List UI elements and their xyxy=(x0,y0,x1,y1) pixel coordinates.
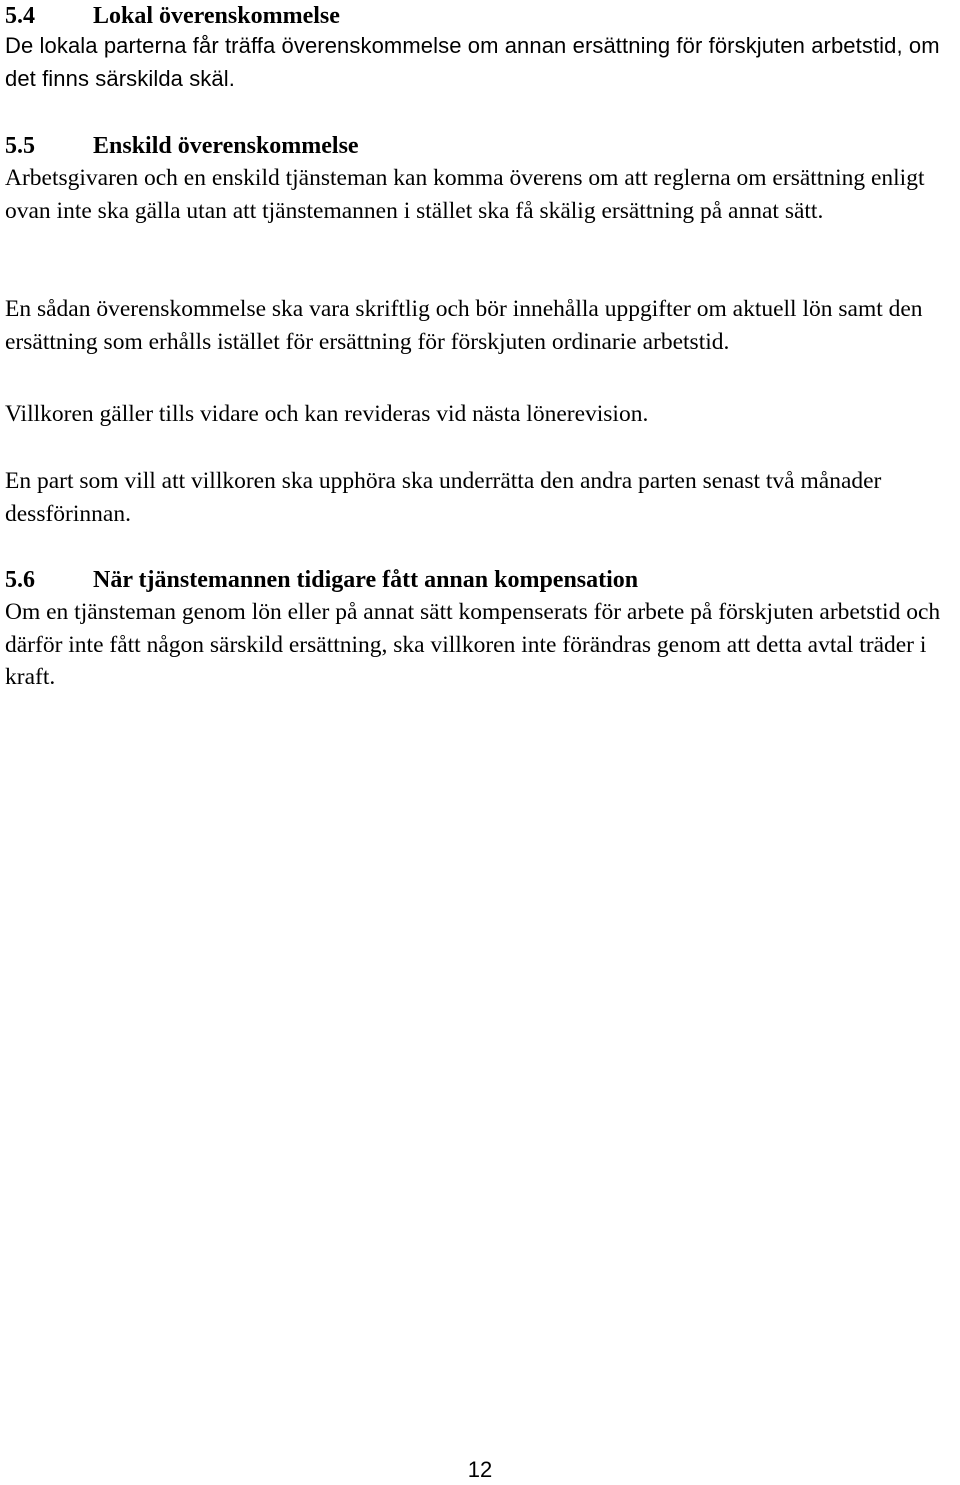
paragraph: En sådan överenskommelse ska vara skriftlig och bör innehålla uppgifter om aktuell lön samt den ersättning som erhålls istället för ersättning för förskjuten ordinarie arbetstid. xyxy=(5,296,923,355)
section-number: 5.4 xyxy=(5,3,35,29)
section-number: 5.5 xyxy=(5,133,35,159)
page-number: 12 xyxy=(467,1457,493,1482)
section-title: Enskild överenskommelse xyxy=(93,133,359,159)
section-title: Lokal överenskommelse xyxy=(93,3,340,29)
section-heading-5-4 xyxy=(5,0,340,32)
section-number: 5.6 xyxy=(5,567,35,593)
section-title: När tjänstemannen tidigare fått annan kompensation xyxy=(93,567,639,593)
paragraph: De lokala parterna får träffa överenskommelse om annan ersättning för förskjuten arbetstid, om det finns särskilda skäl. xyxy=(5,33,940,91)
section-heading-5-5 xyxy=(5,130,359,162)
paragraph: Om en tjänsteman genom lön eller på annat sätt kompenserats för arbete på förskjuten arbetstid och därför inte fått någon särskild ersättning, ska villkoren inte förändras genom att detta avtal träder i kraft. xyxy=(5,599,941,690)
paragraph: Arbetsgivaren och en enskild tjänsteman kan komma överens om att reglerna om ersättning enligt ovan inte ska gälla utan att tjänstemannen i stället ska få skälig ersättning på annat sätt. xyxy=(5,165,925,224)
paragraph: Villkoren gäller tills vidare och kan revideras vid nästa lönerevision. xyxy=(5,401,649,427)
paragraph: En part som vill att villkoren ska upphöra ska underrätta den andra parten senast två månader dessförinnan. xyxy=(5,468,882,527)
section-heading-5-6 xyxy=(5,564,638,596)
